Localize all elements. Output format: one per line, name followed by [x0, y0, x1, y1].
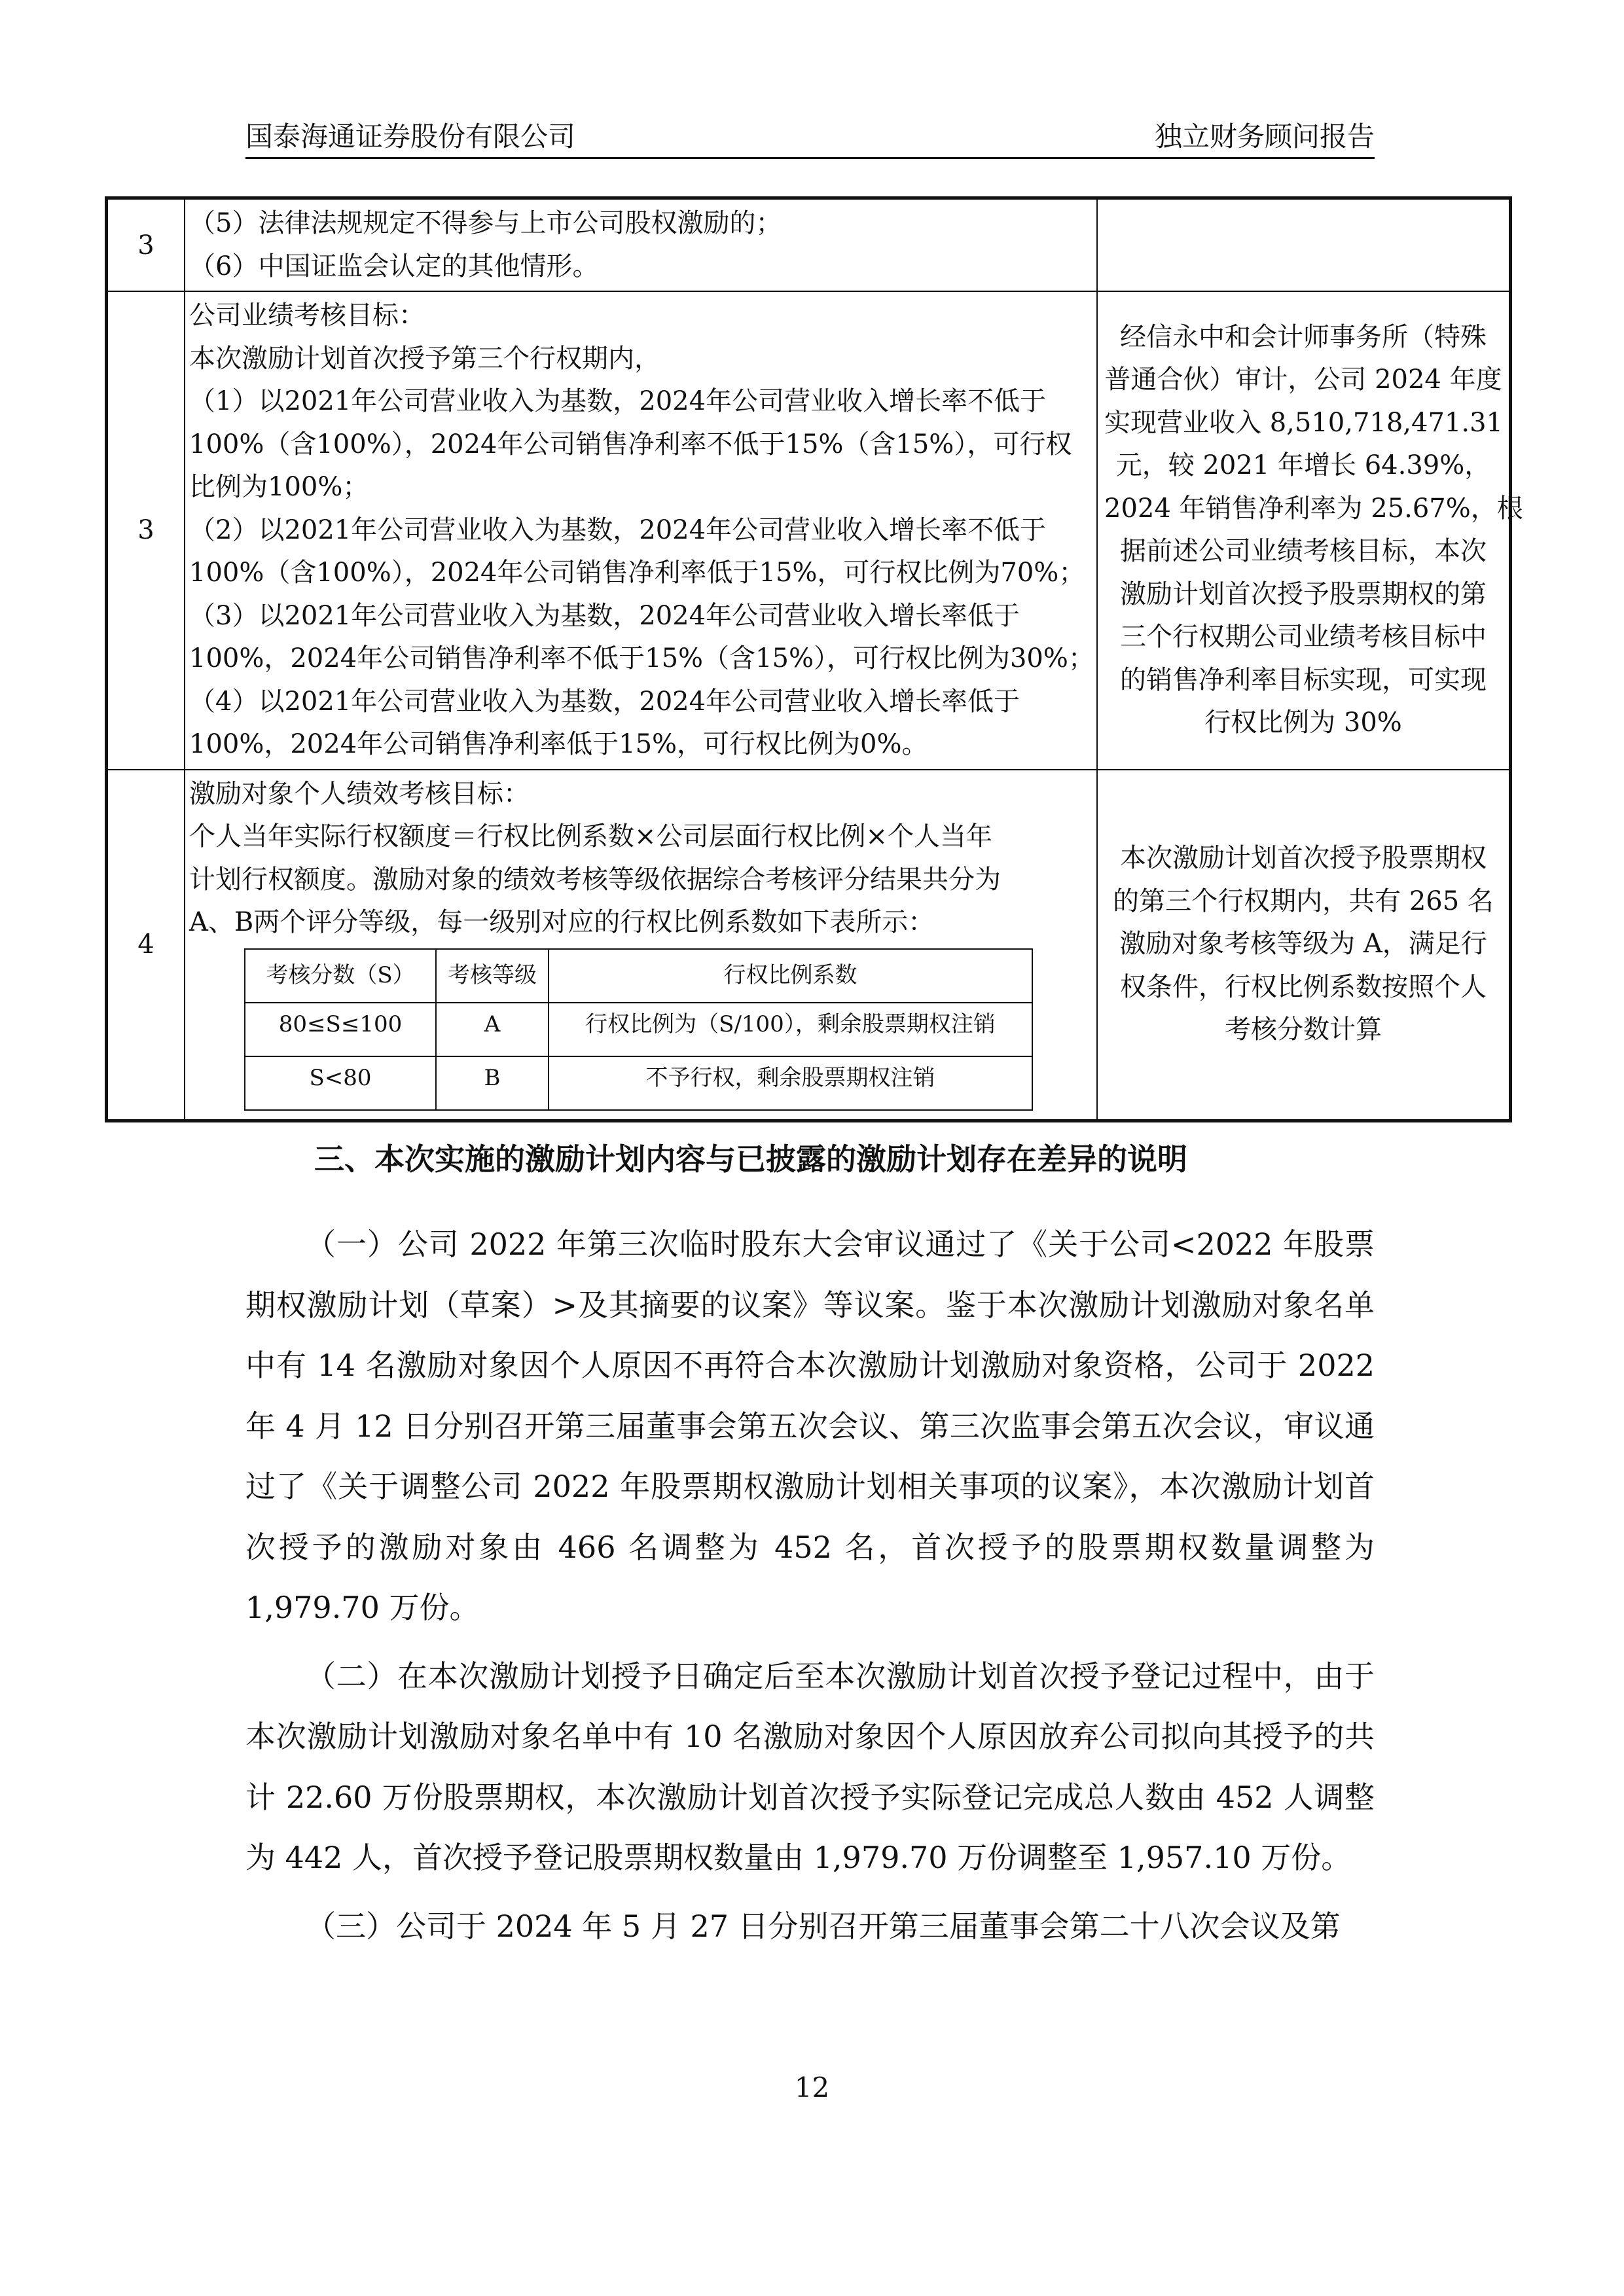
result-line: 经信永中和会计师事务所（特殊	[1120, 321, 1487, 352]
result-line: 实现营业收入 8,510,718,471.31	[1104, 407, 1503, 438]
row-number: 3	[107, 291, 185, 770]
row-number: 3	[107, 198, 185, 292]
result-line: 权条件，行权比例系数按照个人	[1120, 971, 1487, 1002]
sub-table-row	[245, 1003, 1032, 1056]
table-row	[107, 198, 1511, 292]
result-cell	[1097, 291, 1523, 770]
condition-cell	[185, 198, 1097, 292]
result-line: 行权比例为 30%	[1204, 708, 1402, 738]
page-header	[245, 111, 1375, 159]
sub-table-cell: B	[436, 1056, 549, 1110]
sub-table-row	[245, 1056, 1032, 1110]
sub-table-header: 考核等级	[436, 949, 549, 1003]
result-line: 的第三个行权期内，共有 265 名	[1113, 886, 1494, 916]
sub-table-cell: 行权比例为（S/100），剩余股票期权注销	[549, 1003, 1032, 1056]
sub-table-header: 行权比例系数	[549, 949, 1032, 1003]
condition-line: 100%，2024年公司销售净利率不低于15%（含15%），可行权比例为30%；	[189, 643, 1094, 673]
result-line: 激励计划首次授予股票期权的第	[1120, 579, 1487, 609]
condition-line: 激励对象个人绩效考核目标：	[189, 778, 530, 809]
row-number: 4	[107, 770, 185, 1121]
sub-table-header-row	[245, 949, 1032, 1003]
condition-line: 100%（含100%），2024年公司销售净利率不低于15%（含15%），可行权	[189, 429, 1072, 459]
table-row	[107, 770, 1511, 1121]
condition-line: 公司业绩考核目标：	[189, 300, 425, 331]
condition-line: 计划行权额度。激励对象的绩效考核等级依据综合考核评分结果共分为	[189, 864, 1001, 895]
assessment-grade-table	[244, 948, 1033, 1111]
paragraph: （一）公司 2022 年第三次临时股东大会审议通过了《关于公司<2022 年股票期权激励计划（草案）>及其摘要的议案》等议案。鉴于本次激励计划激励对象名单中有 14 名激励对象因个人原因不再符合本次激励计划激励对象资格，公司于 2022 年 4 月 12 日分别召开第三届董事会第五次会议、第三次监事会第五次会议，审议通过了《关于调整公司 2022 年股票期权激励计划相关事项的议案》，本次激励计划首次授予的激励对象由 466 名调整为 452 名，首次授予的股票期权数量调整为 1,979.70 万份。	[245, 1227, 1375, 1625]
condition-line: A、B两个评分等级，每一级别对应的行权比例系数如下表所示：	[189, 907, 935, 937]
result-cell	[1097, 198, 1511, 292]
conditions-table	[105, 196, 1523, 1122]
sub-table-cell: S<80	[245, 1056, 436, 1110]
condition-cell	[185, 770, 1097, 1121]
section-heading: 三、本次实施的激励计划内容与已披露的激励计划存在差异的说明	[314, 1141, 1187, 1177]
result-line: 据前述公司业绩考核目标，本次	[1120, 536, 1487, 567]
condition-line: （5）法律法规规定不得参与上市公司股权激励的；	[189, 208, 782, 238]
result-line: 普通合伙）审计，公司 2024 年度	[1104, 365, 1502, 395]
condition-line: （1）以2021年公司营业收入为基数，2024年公司营业收入增长率不低于	[189, 386, 1047, 416]
result-cell	[1097, 770, 1511, 1121]
result-line: 本次激励计划首次授予股票期权	[1120, 843, 1487, 874]
page-number: 12	[794, 2072, 830, 2104]
result-line: 三个行权期公司业绩考核目标中	[1120, 622, 1487, 653]
result-line: 激励对象考核等级为 A，满足行	[1119, 929, 1487, 960]
paragraph: （二）在本次激励计划授予日确定后至本次激励计划首次授予登记过程中，由于本次激励计划激励对象名单中有 10 名激励对象因个人原因放弃公司拟向其授予的共计 22.60 万份股票期权，本次激励计划首次授予实际登记完成总人数由 452 人调整为 442 人，首次授予登记股票期权数量由 1,979.70 万份调整至 1,957.10 万份。	[245, 1658, 1375, 1875]
condition-cell	[185, 291, 1097, 770]
result-line: 2024 年销售净利率为 25.67%，根	[1104, 493, 1523, 524]
sub-table-cell: 80≤S≤100	[245, 1003, 436, 1056]
condition-line: 个人当年实际行权额度＝行权比例系数×公司层面行权比例×个人当年	[189, 821, 993, 852]
condition-line: 100%，2024年公司销售净利率低于15%，可行权比例为0%。	[189, 729, 928, 759]
section-body	[245, 1214, 1375, 1964]
paragraph: （三）公司于 2024 年 5 月 27 日分别召开第三届董事会第二十八次会议及第	[306, 1908, 1341, 1944]
condition-line: 比例为100%；	[189, 472, 369, 502]
table-row	[107, 291, 1511, 770]
condition-line: 本次激励计划首次授予第三个行权期内，	[189, 343, 660, 374]
condition-line: （2）以2021年公司营业收入为基数，2024年公司营业收入增长率不低于	[189, 514, 1047, 545]
condition-line: 100%（含100%），2024年公司销售净利率低于15%，可行权比例为70%；	[189, 558, 1085, 588]
condition-line: （6）中国证监会认定的其他情形。	[189, 251, 599, 281]
result-line: 的销售净利率目标实现，可实现	[1120, 664, 1487, 695]
sub-table-cell: A	[436, 1003, 549, 1056]
header-company-name: 国泰海通证券股份有限公司	[245, 120, 576, 152]
sub-table-cell: 不予行权，剩余股票期权注销	[549, 1056, 1032, 1110]
condition-line: （3）以2021年公司营业收入为基数，2024年公司营业收入增长率低于	[189, 600, 1020, 631]
result-line: 元，较 2021 年增长 64.39%，	[1115, 450, 1491, 481]
result-line: 考核分数计算	[1225, 1014, 1382, 1045]
condition-line: （4）以2021年公司营业收入为基数，2024年公司营业收入增长率低于	[189, 686, 1020, 717]
header-report-title: 独立财务顾问报告	[1154, 120, 1375, 152]
sub-table-header: 考核分数（S）	[245, 949, 436, 1003]
